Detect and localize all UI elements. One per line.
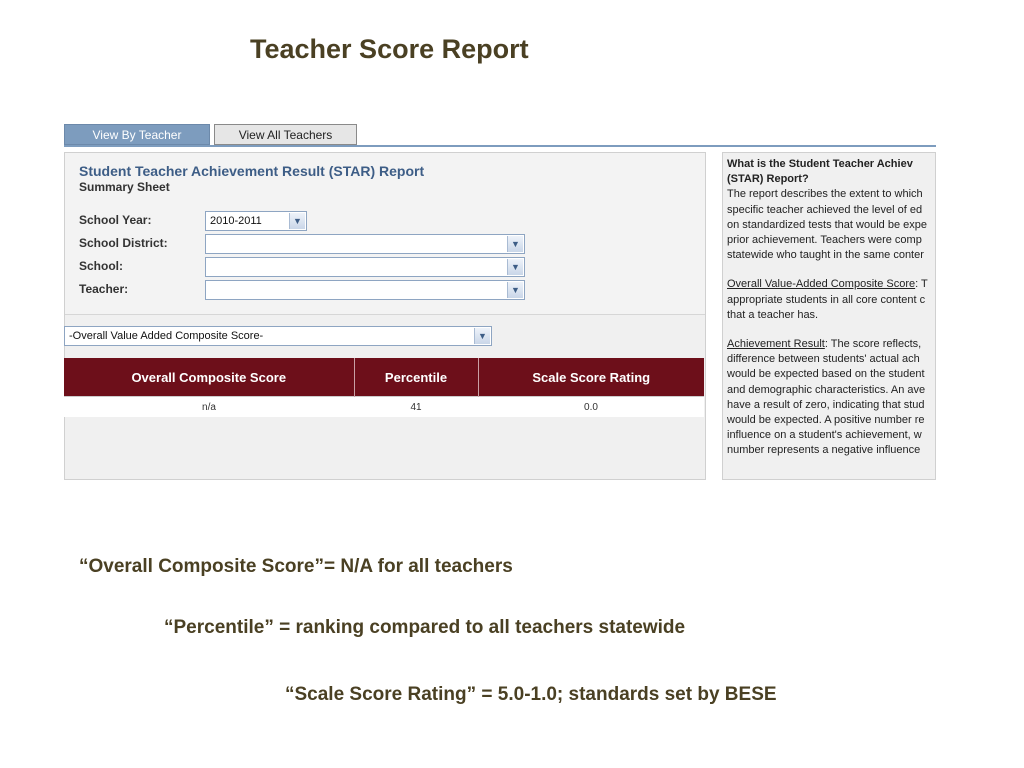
report-panel [64, 152, 706, 480]
score-table [64, 358, 704, 417]
help-intro-line: on standardized tests that would be expe [727, 218, 927, 231]
help-intro-line: prior achievement. Teachers were comp [727, 234, 922, 247]
note-overall-composite: “Overall Composite Score”= N/A for all teachers [79, 556, 513, 577]
help-achievement-line: : The score reflects, [824, 338, 922, 351]
table-row [64, 397, 704, 418]
report-subtitle: Summary Sheet [79, 180, 170, 194]
chevron-down-icon: ▼ [507, 259, 523, 275]
slide-title: Teacher Score Report [250, 34, 529, 64]
header-percentile: Percentile [354, 358, 478, 397]
app-screenshot [62, 122, 936, 480]
help-achievement-section [727, 337, 936, 459]
header-overall-composite-score: Overall Composite Score [64, 358, 354, 397]
school-year-select[interactable] [205, 211, 307, 231]
help-text [727, 157, 936, 473]
cell-percentile: 41 [354, 397, 478, 418]
help-heading-line: (STAR) Report? [727, 173, 809, 186]
cell-scale-score-rating: 0.0 [478, 397, 704, 418]
help-achievement-line: influence on a student's achievement, w [727, 429, 922, 442]
help-composite-line: that a teacher has. [727, 308, 819, 321]
help-intro-line: specific teacher achieved the level of ed [727, 203, 923, 216]
report-title: Student Teacher Achievement Result (STAR) Report [79, 163, 425, 179]
help-panel [722, 152, 936, 480]
help-achievement-line: would be expected. A positive number re [727, 414, 925, 427]
chevron-down-icon: ▼ [507, 282, 523, 298]
help-composite-term: Overall Value-Added Composite Score [727, 278, 916, 291]
school-year-value: 2010-2011 [210, 215, 262, 227]
note-scale-score: “Scale Score Rating” = 5.0-1.0; standards set by BESE [285, 684, 777, 705]
help-heading-line: What is the Student Teacher Achiev [727, 158, 913, 170]
tab-view-all-teachers[interactable]: View All Teachers [214, 124, 357, 145]
score-type-value: -Overall Value Added Composite Score- [69, 330, 264, 342]
help-composite-section [727, 277, 936, 323]
chevron-down-icon: ▼ [474, 328, 490, 344]
header-scale-score-rating: Scale Score Rating [478, 358, 704, 397]
help-composite-line: appropriate students in all core content c [727, 293, 926, 306]
tab-view-by-teacher[interactable]: View By Teacher [64, 124, 210, 145]
help-heading [727, 157, 936, 263]
school-year-label: School Year: [79, 213, 152, 227]
cell-overall-composite-score: n/a [64, 397, 354, 418]
help-achievement-line: have a result of zero, indicating that stud [727, 398, 925, 411]
school-district-select[interactable] [205, 234, 525, 254]
help-achievement-line: number represents a negative influence [727, 444, 921, 457]
teacher-select[interactable] [205, 280, 525, 300]
chevron-down-icon: ▼ [507, 236, 523, 252]
help-achievement-line: would be expected based on the student [727, 368, 925, 381]
teacher-label: Teacher: [79, 282, 129, 296]
help-intro-line: statewide who taught in the same conter [727, 249, 924, 262]
score-table-header-row [64, 358, 704, 397]
help-achievement-line: difference between students' actual ach [727, 353, 920, 366]
note-percentile: “Percentile” = ranking compared to all teachers statewide [164, 617, 686, 638]
help-intro-line: The report describes the extent to which [727, 188, 923, 201]
tab-underline [64, 145, 936, 147]
filter-form [65, 153, 705, 315]
school-district-label: School District: [79, 236, 168, 250]
score-type-select[interactable] [64, 326, 492, 346]
help-achievement-term: Achievement Result [727, 338, 825, 351]
chevron-down-icon: ▼ [289, 213, 305, 229]
school-label: School: [79, 259, 123, 273]
help-composite-line: : T [915, 278, 928, 291]
school-select[interactable] [205, 257, 525, 277]
help-achievement-line: and demographic characteristics. An ave [727, 383, 926, 396]
